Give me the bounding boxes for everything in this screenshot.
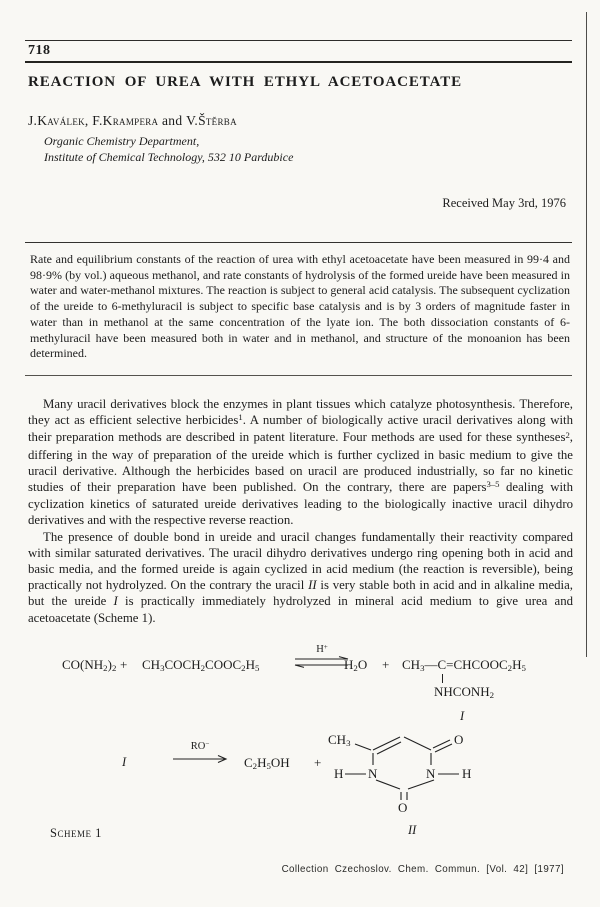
right-arrow-icon [170, 753, 230, 765]
scan-edge-line [586, 12, 587, 657]
body-paragraph-1: Many uracil derivatives block the enzymes in plant tissues which catalyze photosynthesis. Therefore, they act as efficient selective herbicides$^1$. A number of biologically active uracil derivatives along with their preparation methods are described in patent literature. Four methods are used for these syntheses$^2$, differing in the way of preparation of the ureide which is further cyclized in basic medium to give the uracil derivative. Although the herbicides based on uracil are produced industrially, so far no kinetic studies of their preparation have been published. On the contrary, there are papers$^{3-5}$ dealing with cyclization kinetics of saturated ureide derivatives leading to the biologically inactive uracil dihydro derivatives and with the respective reverse reaction. [28, 397, 573, 528]
plus-sign: + [382, 657, 390, 672]
abstract-text: Rate and equilibrium constants of the reaction of urea with ethyl acetoacetate have been measured in 99·4 and 98·9% (by vol.) aqueous methanol, and rate constants of hydrolysis of the formed ureide have been measured in water and water-methanol mixtures. The reaction is subject to general acid catalysis. The subsequent cyclization of the ureide to 6-methyluracil is subject to specific base catalysis and is by 3 orders of magnitude faster in water than in methanol at the same concentration of the lyate ion. The both dissociation constants of 6-methyluracil have been measured both in water and in methanol, and structure of the monoanion has been determined. [30, 252, 570, 361]
plus-sign: + [314, 755, 322, 770]
page-number: 718 [28, 43, 51, 58]
nitrogen-label-left: N [368, 766, 378, 781]
forward-arrow [168, 741, 232, 765]
plus-sign: + [120, 657, 128, 672]
compound-label-I-reactant: I [122, 755, 127, 769]
formula-ethyl-acetoacetate: CH3COCH2COOC2H5 [142, 657, 260, 674]
formula-ureide-I [402, 657, 578, 727]
compound-label-II: II [408, 823, 417, 837]
top-rule [25, 40, 572, 41]
journal-footer: Collection Czechoslov. Chem. Commun. [Vol. 42] [1977] [281, 864, 564, 875]
arrow-label-ro-minus: RO− [190, 739, 210, 752]
ureide-nhconh2: NHCONH2 [434, 684, 495, 701]
formula-urea: CO(NH2)2 [62, 657, 117, 674]
ureide-chain: CH3—C=CHCOOC2H5 [402, 657, 526, 674]
affiliation-line-1: Organic Chemistry Department, [44, 134, 200, 148]
structure-6-methyluracil [326, 731, 486, 849]
received-date: Received May 3rd, 1976 [442, 196, 566, 210]
affiliation [44, 134, 293, 165]
abstract-top-rule [25, 242, 572, 243]
hydrogen-label-left: H [334, 766, 344, 781]
scheme-caption: Scheme 1 [50, 826, 102, 840]
methyl-label: CH3 [328, 732, 351, 749]
nitrogen-label-right: N [426, 766, 436, 781]
formula-ethanol: C2H5OH [244, 755, 290, 772]
authors-line: J.Kaválek, F.Krampera and V.Štěrba [28, 113, 237, 128]
affiliation-line-2: Institute of Chemical Technology, 532 10 Pardubice [44, 149, 294, 164]
hydrogen-label-right: H [462, 766, 472, 781]
oxygen-label-top: O [454, 732, 464, 747]
header-rule [25, 61, 572, 63]
abstract-bottom-rule [25, 375, 572, 376]
paper-title: REACTION OF UREA WITH ETHYL ACETOACETATE [28, 74, 463, 90]
equilibrium-harpoons-icon [292, 656, 352, 668]
scheme-1 [28, 642, 578, 855]
arrow-label-h-plus: H+ [316, 642, 328, 655]
compound-label-I: I [460, 709, 465, 723]
body-text [28, 396, 573, 626]
oxygen-label-bottom: O [398, 800, 408, 815]
formula-water: H2O [344, 657, 368, 674]
body-paragraph-2: The presence of double bond in ureide and uracil changes fundamentally their reactivity compared with similar saturated derivatives. The uracil dihydro derivatives undergo ring opening both in acid and basic media, and the formed ureide is again cyclized in acid medium (the reaction is reversible), being practically not hydrolyzed. On the contrary the uracil II is very stable both in acid and in alkaline media, but the ureide I is practically immediately hydrolyzed in mineral acid medium to give urea and acetoacetate (Scheme 1). [28, 529, 573, 625]
bond-vertical [442, 674, 443, 683]
